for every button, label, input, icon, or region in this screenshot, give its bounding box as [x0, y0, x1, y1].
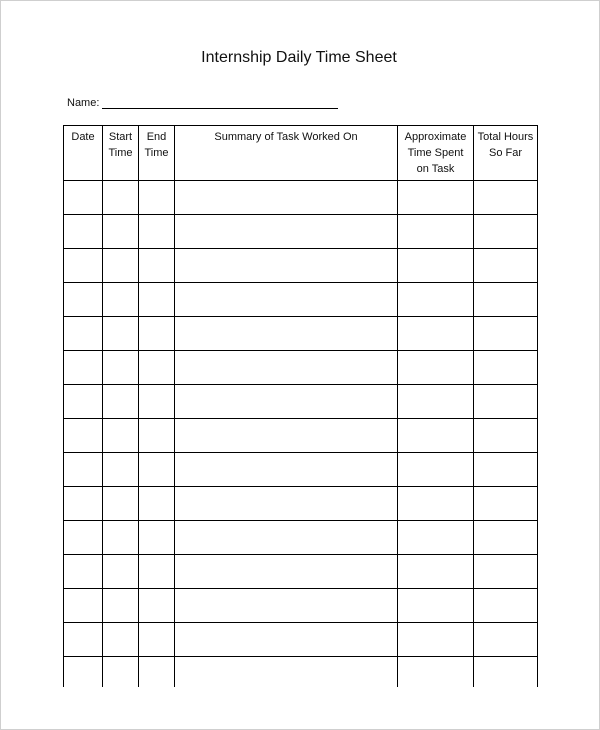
- end-time-cell[interactable]: [139, 317, 175, 351]
- table-row: [64, 215, 538, 249]
- name-blank-line[interactable]: [102, 96, 338, 109]
- task-summary-cell[interactable]: [175, 657, 398, 688]
- start-time-cell[interactable]: [103, 623, 139, 657]
- table-row: [64, 555, 538, 589]
- start-time-cell[interactable]: [103, 487, 139, 521]
- table-row: [64, 487, 538, 521]
- start-time-cell[interactable]: [103, 283, 139, 317]
- start-time-cell[interactable]: [103, 453, 139, 487]
- table-row: [64, 419, 538, 453]
- table-row: [64, 283, 538, 317]
- table-row: [64, 351, 538, 385]
- date-cell[interactable]: [64, 351, 103, 385]
- date-cell[interactable]: [64, 453, 103, 487]
- total-hours-cell[interactable]: [474, 215, 538, 249]
- end-time-cell[interactable]: [139, 589, 175, 623]
- start-time-cell[interactable]: [103, 589, 139, 623]
- time-spent-cell[interactable]: [398, 181, 474, 215]
- table-row: [64, 623, 538, 657]
- time-spent-cell[interactable]: [398, 385, 474, 419]
- total-hours-cell[interactable]: [474, 181, 538, 215]
- total-hours-cell[interactable]: [474, 453, 538, 487]
- start-time-cell[interactable]: [103, 385, 139, 419]
- column-header-total-hours: Total Hours So Far: [474, 126, 538, 181]
- table-row: [64, 521, 538, 555]
- time-sheet-table: [63, 125, 538, 687]
- task-summary-cell[interactable]: [175, 351, 398, 385]
- end-time-cell[interactable]: [139, 453, 175, 487]
- table-row: [64, 453, 538, 487]
- total-hours-cell[interactable]: [474, 249, 538, 283]
- name-field-row: [67, 96, 338, 109]
- time-spent-cell[interactable]: [398, 351, 474, 385]
- end-time-cell[interactable]: [139, 555, 175, 589]
- task-summary-cell[interactable]: [175, 419, 398, 453]
- start-time-cell[interactable]: [103, 419, 139, 453]
- task-summary-cell[interactable]: [175, 623, 398, 657]
- column-header-time-spent: Approximate Time Spent on Task: [398, 126, 474, 181]
- end-time-cell[interactable]: [139, 419, 175, 453]
- time-spent-cell[interactable]: [398, 657, 474, 688]
- date-cell[interactable]: [64, 181, 103, 215]
- time-spent-cell[interactable]: [398, 283, 474, 317]
- date-cell[interactable]: [64, 249, 103, 283]
- table-row: [64, 249, 538, 283]
- time-spent-cell[interactable]: [398, 317, 474, 351]
- end-time-cell[interactable]: [139, 657, 175, 688]
- time-spent-cell[interactable]: [398, 453, 474, 487]
- end-time-cell[interactable]: [139, 623, 175, 657]
- total-hours-cell[interactable]: [474, 419, 538, 453]
- time-spent-cell[interactable]: [398, 419, 474, 453]
- task-summary-cell[interactable]: [175, 385, 398, 419]
- task-summary-cell[interactable]: [175, 521, 398, 555]
- total-hours-cell[interactable]: [474, 555, 538, 589]
- column-header-start-time: Start Time: [103, 126, 139, 181]
- task-summary-cell[interactable]: [175, 181, 398, 215]
- name-label: Name:: [67, 97, 100, 109]
- table-row: [64, 181, 538, 215]
- end-time-cell[interactable]: [139, 215, 175, 249]
- total-hours-cell[interactable]: [474, 623, 538, 657]
- table-row: [64, 657, 538, 688]
- end-time-cell[interactable]: [139, 385, 175, 419]
- column-header-end-time: End Time: [139, 126, 175, 181]
- date-cell[interactable]: [64, 555, 103, 589]
- date-cell[interactable]: [64, 419, 103, 453]
- time-spent-cell[interactable]: [398, 215, 474, 249]
- table-row: [64, 589, 538, 623]
- date-cell[interactable]: [64, 589, 103, 623]
- start-time-cell[interactable]: [103, 215, 139, 249]
- task-summary-cell[interactable]: [175, 317, 398, 351]
- date-cell[interactable]: [64, 385, 103, 419]
- start-time-cell[interactable]: [103, 317, 139, 351]
- date-cell[interactable]: [64, 487, 103, 521]
- total-hours-cell[interactable]: [474, 283, 538, 317]
- start-time-cell[interactable]: [103, 657, 139, 688]
- date-cell[interactable]: [64, 283, 103, 317]
- page-title: Internship Daily Time Sheet: [201, 49, 397, 66]
- total-hours-cell[interactable]: [474, 521, 538, 555]
- start-time-cell[interactable]: [103, 351, 139, 385]
- start-time-cell[interactable]: [103, 521, 139, 555]
- date-cell[interactable]: [64, 623, 103, 657]
- total-hours-cell[interactable]: [474, 317, 538, 351]
- date-cell[interactable]: [64, 657, 103, 688]
- date-cell[interactable]: [64, 215, 103, 249]
- date-cell[interactable]: [64, 317, 103, 351]
- start-time-cell[interactable]: [103, 555, 139, 589]
- table-row: [64, 385, 538, 419]
- start-time-cell[interactable]: [103, 181, 139, 215]
- time-spent-cell[interactable]: [398, 249, 474, 283]
- task-summary-cell[interactable]: [175, 215, 398, 249]
- total-hours-cell[interactable]: [474, 589, 538, 623]
- time-spent-cell[interactable]: [398, 555, 474, 589]
- time-spent-cell[interactable]: [398, 589, 474, 623]
- date-cell[interactable]: [64, 521, 103, 555]
- start-time-cell[interactable]: [103, 249, 139, 283]
- end-time-cell[interactable]: [139, 487, 175, 521]
- column-header-task-summary: Summary of Task Worked On: [175, 126, 398, 181]
- end-time-cell[interactable]: [139, 181, 175, 215]
- end-time-cell[interactable]: [139, 249, 175, 283]
- task-summary-cell[interactable]: [175, 249, 398, 283]
- end-time-cell[interactable]: [139, 283, 175, 317]
- total-hours-cell[interactable]: [474, 351, 538, 385]
- table-header-row: [64, 126, 538, 181]
- time-spent-cell[interactable]: [398, 487, 474, 521]
- task-summary-cell[interactable]: [175, 487, 398, 521]
- time-spent-cell[interactable]: [398, 521, 474, 555]
- total-hours-cell[interactable]: [474, 487, 538, 521]
- total-hours-cell[interactable]: [474, 657, 538, 688]
- table-body: [64, 181, 538, 688]
- task-summary-cell[interactable]: [175, 589, 398, 623]
- task-summary-cell[interactable]: [175, 555, 398, 589]
- end-time-cell[interactable]: [139, 521, 175, 555]
- task-summary-cell[interactable]: [175, 453, 398, 487]
- task-summary-cell[interactable]: [175, 283, 398, 317]
- total-hours-cell[interactable]: [474, 385, 538, 419]
- end-time-cell[interactable]: [139, 351, 175, 385]
- time-spent-cell[interactable]: [398, 623, 474, 657]
- column-header-date: Date: [64, 126, 103, 181]
- table-row: [64, 317, 538, 351]
